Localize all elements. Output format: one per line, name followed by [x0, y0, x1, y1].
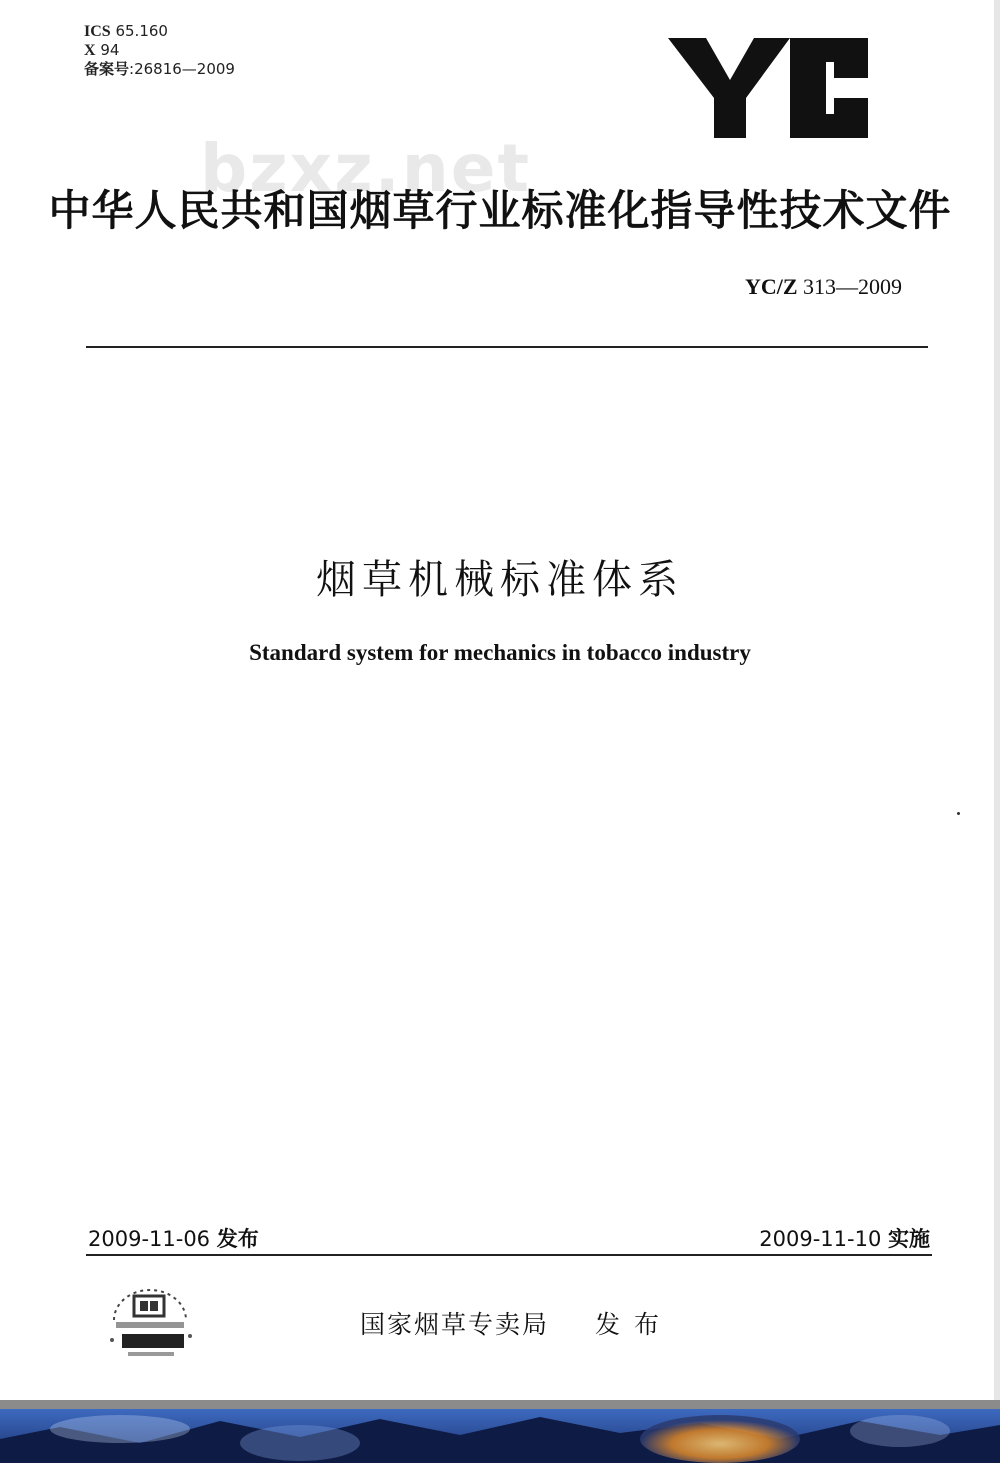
top-divider — [86, 346, 928, 348]
record-label: 备案号 — [84, 60, 130, 78]
publisher-line — [360, 1305, 673, 1341]
publisher-name: 国家烟草专卖局 — [360, 1310, 550, 1339]
yc-logo — [668, 38, 868, 138]
classification-block — [84, 22, 235, 79]
banner-divider — [0, 1400, 1000, 1409]
scan-speck — [957, 812, 960, 815]
class-label: X — [84, 42, 96, 59]
issue-date: 2009-11-06 — [88, 1227, 211, 1251]
watermark: bzxz.net — [200, 130, 532, 207]
document-code: YC/Z — [744, 274, 798, 299]
ics-label: ICS — [84, 23, 111, 40]
issue-label: 发布 — [216, 1227, 259, 1251]
effective-date: 2009-11-10 — [759, 1227, 882, 1251]
standard-category-title: 中华人民共和国烟草行业标准化指导性技术文件 — [48, 186, 952, 235]
document-number — [745, 274, 902, 300]
issue-date-block — [88, 1223, 259, 1253]
record-value: :26816—2009 — [129, 60, 235, 78]
publisher-stamp-icon — [100, 1280, 200, 1370]
decorative-banner-image — [0, 1409, 1000, 1463]
bottom-divider — [86, 1254, 932, 1256]
publisher-action: 发布 — [595, 1310, 674, 1339]
effective-label: 实施 — [888, 1227, 930, 1251]
class-line — [84, 41, 235, 60]
record-line — [84, 60, 235, 79]
document-serial: 313—2009 — [803, 274, 902, 299]
ics-line — [84, 22, 235, 41]
class-code: 94 — [100, 41, 120, 59]
ics-code: 65.160 — [115, 22, 168, 40]
document-title-cn: 烟草机械标准体系 — [316, 557, 684, 603]
document-title-en: Standard system for mechanics in tobacco industry — [249, 640, 751, 665]
effective-date-block — [759, 1223, 930, 1253]
